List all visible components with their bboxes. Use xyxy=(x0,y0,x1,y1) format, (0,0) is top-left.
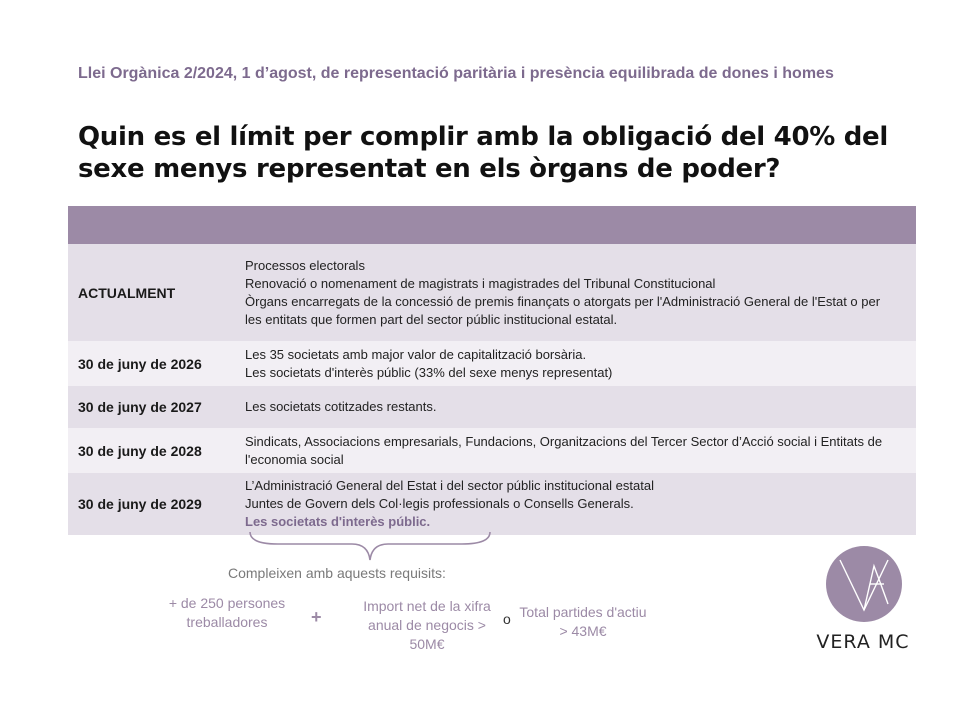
row-line: Les 35 societats amb major valor de capitalització borsària. xyxy=(245,346,587,362)
row-line: Les societats d'interès públic (33% del sexe menys representat) xyxy=(245,364,613,380)
row-highlight: Les societats d'interès públic. xyxy=(245,514,431,529)
row-label: 30 de juny de 2029 xyxy=(78,496,202,512)
row-label: 30 de juny de 2026 xyxy=(78,355,202,372)
or-connector: o xyxy=(503,611,511,627)
row-label: 30 de juny de 2028 xyxy=(78,442,202,459)
requirement-turnover: Import net de la xifra anual de negocis > 50M€ xyxy=(363,598,491,652)
table-row xyxy=(68,428,916,473)
requirements-caption: Compleixen amb aquests requisits: xyxy=(228,565,446,581)
table-header-bar xyxy=(68,206,916,244)
vera-mc-logo-icon xyxy=(824,544,904,624)
requirement-employees: + de 250 persones treballadores xyxy=(168,595,286,630)
row-content xyxy=(245,433,916,469)
row-line: Processos electorals xyxy=(245,257,365,273)
law-subtitle: Llei Orgànica 2/2024, 1 d’agost, de representació paritària i presència equilibrada de dones i homes xyxy=(78,65,834,82)
page-title: Quin es el límit per complir amb la obligació del 40% del sexe menys representat en els òrgans de poder? xyxy=(78,122,889,184)
timeline-table xyxy=(68,206,916,535)
row-line: Òrgans encarregats de la concessió de premis finançats o atorgats per l'Administració General de l'Estat o per les entitats que formen part del sector públic institucional estatal. xyxy=(245,293,881,327)
curly-brace xyxy=(248,530,492,564)
requirement-assets: Total partides d'actiu > 43M€ xyxy=(519,604,647,639)
row-content xyxy=(245,346,916,382)
table-row xyxy=(68,386,916,428)
row-line: Les societats cotitzades restants. xyxy=(245,399,437,414)
row-line: Renovació o nomenament de magistrats i magistrades del Tribunal Constitucional xyxy=(245,275,716,291)
row-content xyxy=(245,257,916,329)
row-line: Sindicats, Associacions empresarials, Fundacions, Organitzacions del Tercer Sector d’Acció social i Entitats de l'economia social xyxy=(245,433,883,467)
row-content xyxy=(245,477,916,531)
row-line: L’Administració General del Estat i del sector públic institucional estatal xyxy=(245,478,654,493)
row-content xyxy=(245,398,916,416)
brand-name: VERA MC xyxy=(816,631,910,653)
row-label: ACTUALMENT xyxy=(78,284,176,301)
row-line: Juntes de Govern dels Col·legis professionals o Consells Generals. xyxy=(245,496,634,511)
table-row xyxy=(68,244,916,341)
table-row xyxy=(68,341,916,386)
plus-sign: + xyxy=(311,607,322,627)
table-row xyxy=(68,473,916,535)
row-label: 30 de juny de 2027 xyxy=(78,399,202,415)
